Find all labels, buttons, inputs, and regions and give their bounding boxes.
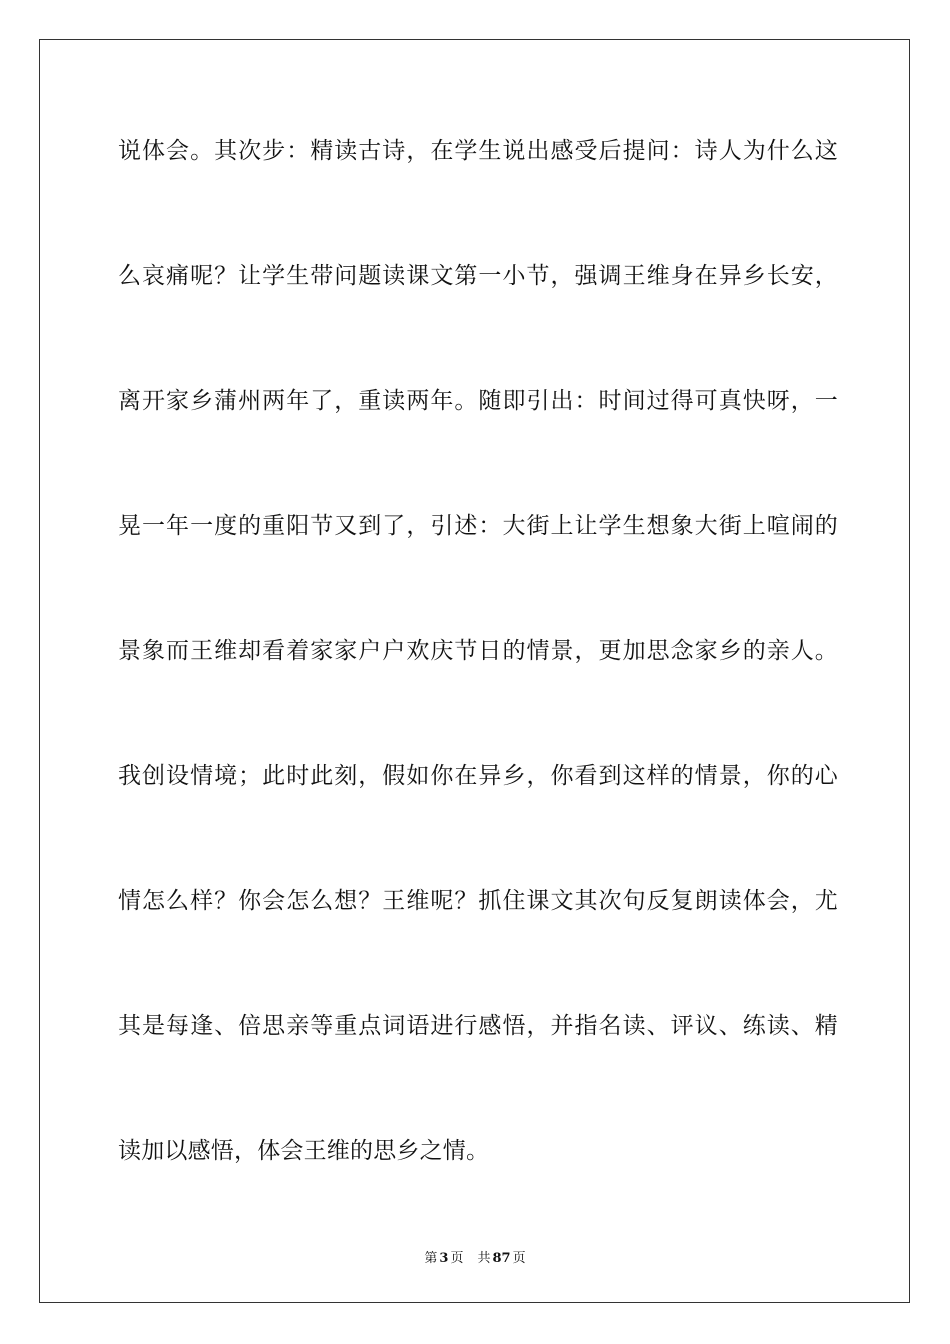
page-suffix: 页 xyxy=(450,1251,464,1266)
total-suffix: 页 xyxy=(512,1251,526,1266)
body-line-3: 离开家乡蒲州两年了，重读两年。随即引出：时间过得可真快呀，一 xyxy=(118,388,838,414)
body-line-8: 其是每逢、倍思亲等重点词语进行感悟，并指名读、评议、练读、精 xyxy=(118,1013,838,1039)
document-body xyxy=(118,126,838,1251)
page-number: 3 xyxy=(439,1251,449,1266)
total-pages: 87 xyxy=(492,1251,511,1266)
total-prefix: 共 xyxy=(477,1251,491,1266)
page-footer xyxy=(0,1247,950,1266)
body-line-4: 晃一年一度的重阳节又到了，引述：大街上让学生想象大街上喧闹的 xyxy=(118,513,838,539)
body-line-9: 读加以感悟，体会王维的思乡之情。 xyxy=(118,1138,490,1164)
body-line-2: 么哀痛呢？让学生带问题读课文第一小节，强调王维身在异乡长安， xyxy=(118,263,838,289)
body-line-1: 说体会。其次步：精读古诗，在学生说出感受后提问：诗人为什么这 xyxy=(118,138,838,164)
body-line-7: 情怎么样？你会怎么想？王维呢？抓住课文其次句反复朗读体会，尤 xyxy=(118,888,838,914)
body-line-6: 我创设情境；此时此刻，假如你在异乡，你看到这样的情景，你的心 xyxy=(118,763,838,789)
body-line-5: 景象而王维却看着家家户户欢庆节日的情景，更加思念家乡的亲人。 xyxy=(118,638,838,664)
page-prefix: 第 xyxy=(424,1251,438,1266)
